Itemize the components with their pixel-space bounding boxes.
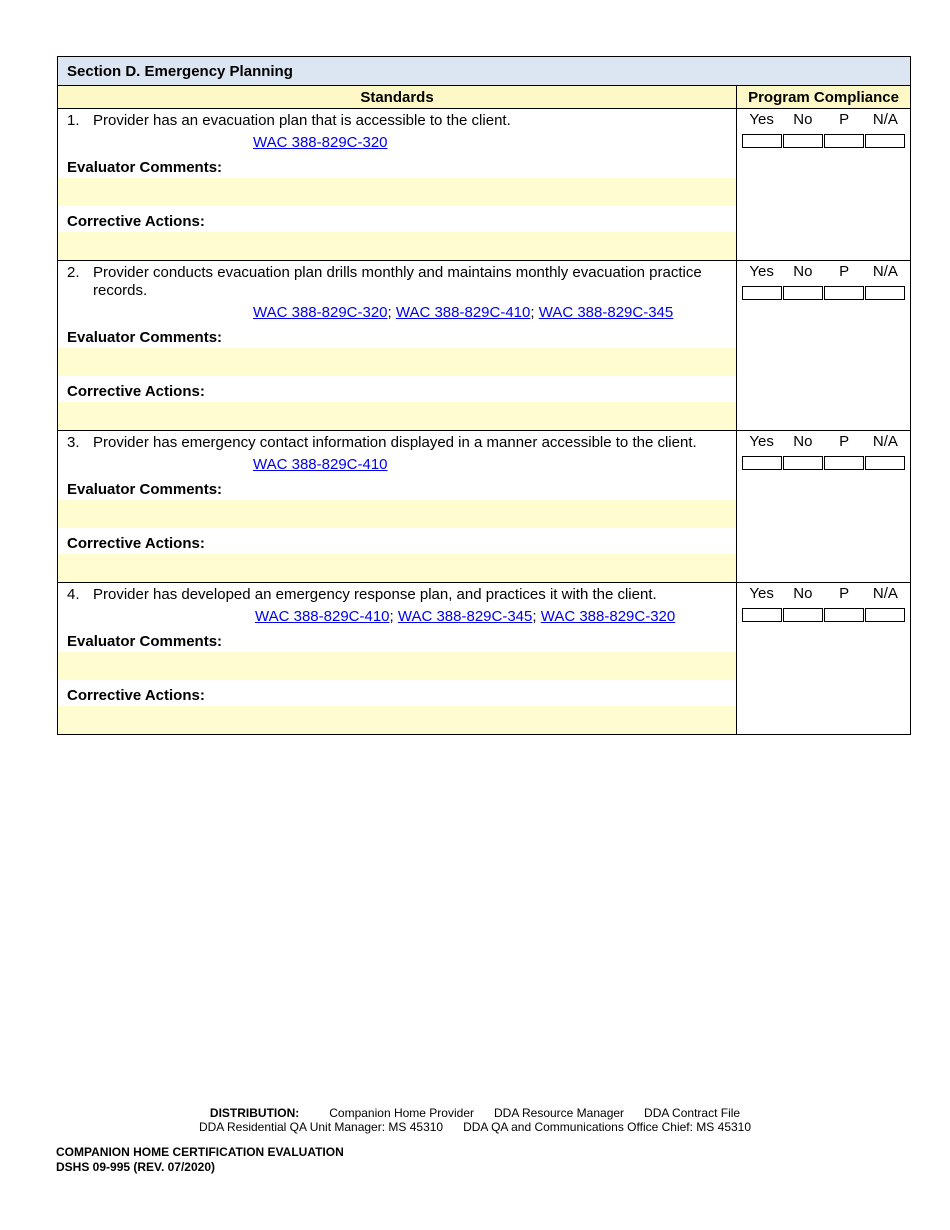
- evaluator-comments-label: Evaluator Comments:: [67, 329, 223, 346]
- ref-separator: ;: [389, 608, 398, 625]
- option-label: Yes: [749, 111, 774, 128]
- evaluator-comments-field[interactable]: [58, 348, 736, 376]
- recipient: DDA Resource Manager: [493, 1106, 625, 1120]
- compliance-checkbox-no[interactable]: [783, 456, 823, 470]
- standard-statement: [58, 583, 736, 604]
- compliance-checkboxes: [737, 608, 910, 622]
- option-label: Yes: [749, 263, 774, 280]
- evaluator-comments-field[interactable]: [58, 652, 736, 680]
- distribution-block: [0, 1106, 950, 1134]
- option-label: P: [839, 585, 850, 602]
- corrective-actions-label: Corrective Actions:: [67, 213, 205, 230]
- compliance-cell: [737, 109, 911, 261]
- option-label: Yes: [749, 585, 774, 602]
- item-number: 2.: [67, 264, 80, 281]
- compliance-checkbox-yes[interactable]: [742, 456, 782, 470]
- recipient: DDA QA and Communications Office Chief: MS 45310: [463, 1120, 752, 1134]
- wac-references: [58, 604, 736, 626]
- option-label: Yes: [749, 433, 774, 450]
- option-label: No: [793, 111, 813, 128]
- compliance-checkbox-yes[interactable]: [742, 608, 782, 622]
- compliance-checkboxes: [737, 456, 910, 470]
- compliance-cell: [737, 583, 911, 735]
- standard-cell: [58, 261, 737, 431]
- standards-header: Standards: [58, 86, 737, 109]
- standard-cell: [58, 109, 737, 261]
- form-title: COMPANION HOME CERTIFICATION EVALUATION: [56, 1145, 344, 1159]
- compliance-checkbox-yes[interactable]: [742, 286, 782, 300]
- evaluator-comments-field[interactable]: [58, 500, 736, 528]
- standard-cell: [58, 583, 737, 735]
- compliance-checkbox-na[interactable]: [865, 456, 905, 470]
- corrective-actions-field[interactable]: [58, 402, 736, 430]
- evaluator-comments-label: Evaluator Comments:: [67, 633, 223, 650]
- corrective-actions-label: Corrective Actions:: [67, 383, 205, 400]
- evaluator-comments-label: Evaluator Comments:: [67, 159, 223, 176]
- item-number: 3.: [67, 434, 80, 451]
- compliance-options: [737, 111, 910, 128]
- compliance-options: [737, 433, 910, 450]
- compliance-checkbox-na[interactable]: [865, 134, 905, 148]
- wac-reference-link[interactable]: WAC 388-829C-320: [253, 304, 388, 321]
- compliance-options: [737, 263, 910, 280]
- standard-cell: [58, 431, 737, 583]
- wac-reference-link[interactable]: WAC 388-829C-320: [253, 134, 388, 151]
- standard-statement: [58, 261, 736, 300]
- standard-statement: [58, 431, 736, 452]
- recipient: Companion Home Provider: [329, 1106, 474, 1120]
- ref-separator: ;: [532, 608, 541, 625]
- evaluation-form: [57, 56, 910, 735]
- wac-reference-link[interactable]: WAC 388-829C-410: [255, 608, 390, 625]
- compliance-checkboxes: [737, 134, 910, 148]
- option-label: No: [793, 433, 813, 450]
- ref-separator: ;: [530, 304, 539, 321]
- compliance-checkboxes: [737, 286, 910, 300]
- wac-references: [58, 130, 736, 152]
- wac-reference-link[interactable]: WAC 388-829C-410: [253, 456, 388, 473]
- corrective-actions-label: Corrective Actions:: [67, 535, 205, 552]
- wac-references: [58, 300, 736, 322]
- form-number: DSHS 09-995 (REV. 07/2020): [56, 1160, 215, 1174]
- evaluator-comments-field[interactable]: [58, 178, 736, 206]
- recipient: DDA Contract File: [644, 1106, 741, 1120]
- compliance-checkbox-p[interactable]: [824, 134, 864, 148]
- section-table: [57, 56, 911, 735]
- option-label: P: [839, 111, 850, 128]
- compliance-checkbox-p[interactable]: [824, 608, 864, 622]
- wac-reference-link[interactable]: WAC 388-829C-320: [540, 608, 676, 625]
- option-label: No: [793, 585, 813, 602]
- item-number: 1.: [67, 112, 80, 129]
- compliance-checkbox-p[interactable]: [824, 456, 864, 470]
- item-number: 4.: [67, 586, 80, 603]
- option-label: No: [793, 263, 813, 280]
- compliance-cell: [737, 431, 911, 583]
- option-label: P: [839, 433, 850, 450]
- wac-reference-link[interactable]: WAC 388-829C-345: [397, 608, 533, 625]
- corrective-actions-label: Corrective Actions:: [67, 687, 205, 704]
- section-title: Section D. Emergency Planning: [58, 57, 911, 86]
- wac-reference-link[interactable]: WAC 388-829C-345: [538, 304, 674, 321]
- corrective-actions-field[interactable]: [58, 554, 736, 582]
- compliance-cell: [737, 261, 911, 431]
- compliance-checkbox-no[interactable]: [783, 134, 823, 148]
- standard-text: Provider has developed an emergency response plan, and practices it with the client.: [93, 586, 657, 603]
- compliance-checkbox-yes[interactable]: [742, 134, 782, 148]
- distribution-label: DISTRIBUTION:: [209, 1106, 300, 1120]
- evaluator-comments-label: Evaluator Comments:: [67, 481, 223, 498]
- compliance-checkbox-na[interactable]: [865, 286, 905, 300]
- corrective-actions-field[interactable]: [58, 232, 736, 260]
- compliance-header: Program Compliance: [737, 86, 911, 109]
- standard-statement: [58, 109, 736, 130]
- compliance-checkbox-p[interactable]: [824, 286, 864, 300]
- option-label: N/A: [872, 433, 898, 450]
- compliance-checkbox-no[interactable]: [783, 608, 823, 622]
- standard-text: Provider has emergency contact information displayed in a manner accessible to the client.: [93, 434, 697, 451]
- wac-references: [58, 452, 736, 474]
- compliance-checkbox-no[interactable]: [783, 286, 823, 300]
- form-identifier: [56, 1145, 344, 1175]
- option-label: N/A: [872, 585, 898, 602]
- standard-text: Provider conducts evacuation plan drills monthly and maintains monthly evacuation practice records.: [93, 264, 702, 299]
- option-label: N/A: [872, 263, 898, 280]
- standard-text: Provider has an evacuation plan that is accessible to the client.: [93, 112, 511, 129]
- ref-separator: ;: [387, 304, 396, 321]
- option-label: N/A: [872, 111, 898, 128]
- compliance-checkbox-na[interactable]: [865, 608, 905, 622]
- compliance-options: [737, 585, 910, 602]
- wac-reference-link[interactable]: WAC 388-829C-410: [395, 304, 531, 321]
- option-label: P: [839, 263, 850, 280]
- recipient: DDA Residential QA Unit Manager: MS 45310: [198, 1120, 444, 1134]
- corrective-actions-field[interactable]: [58, 706, 736, 734]
